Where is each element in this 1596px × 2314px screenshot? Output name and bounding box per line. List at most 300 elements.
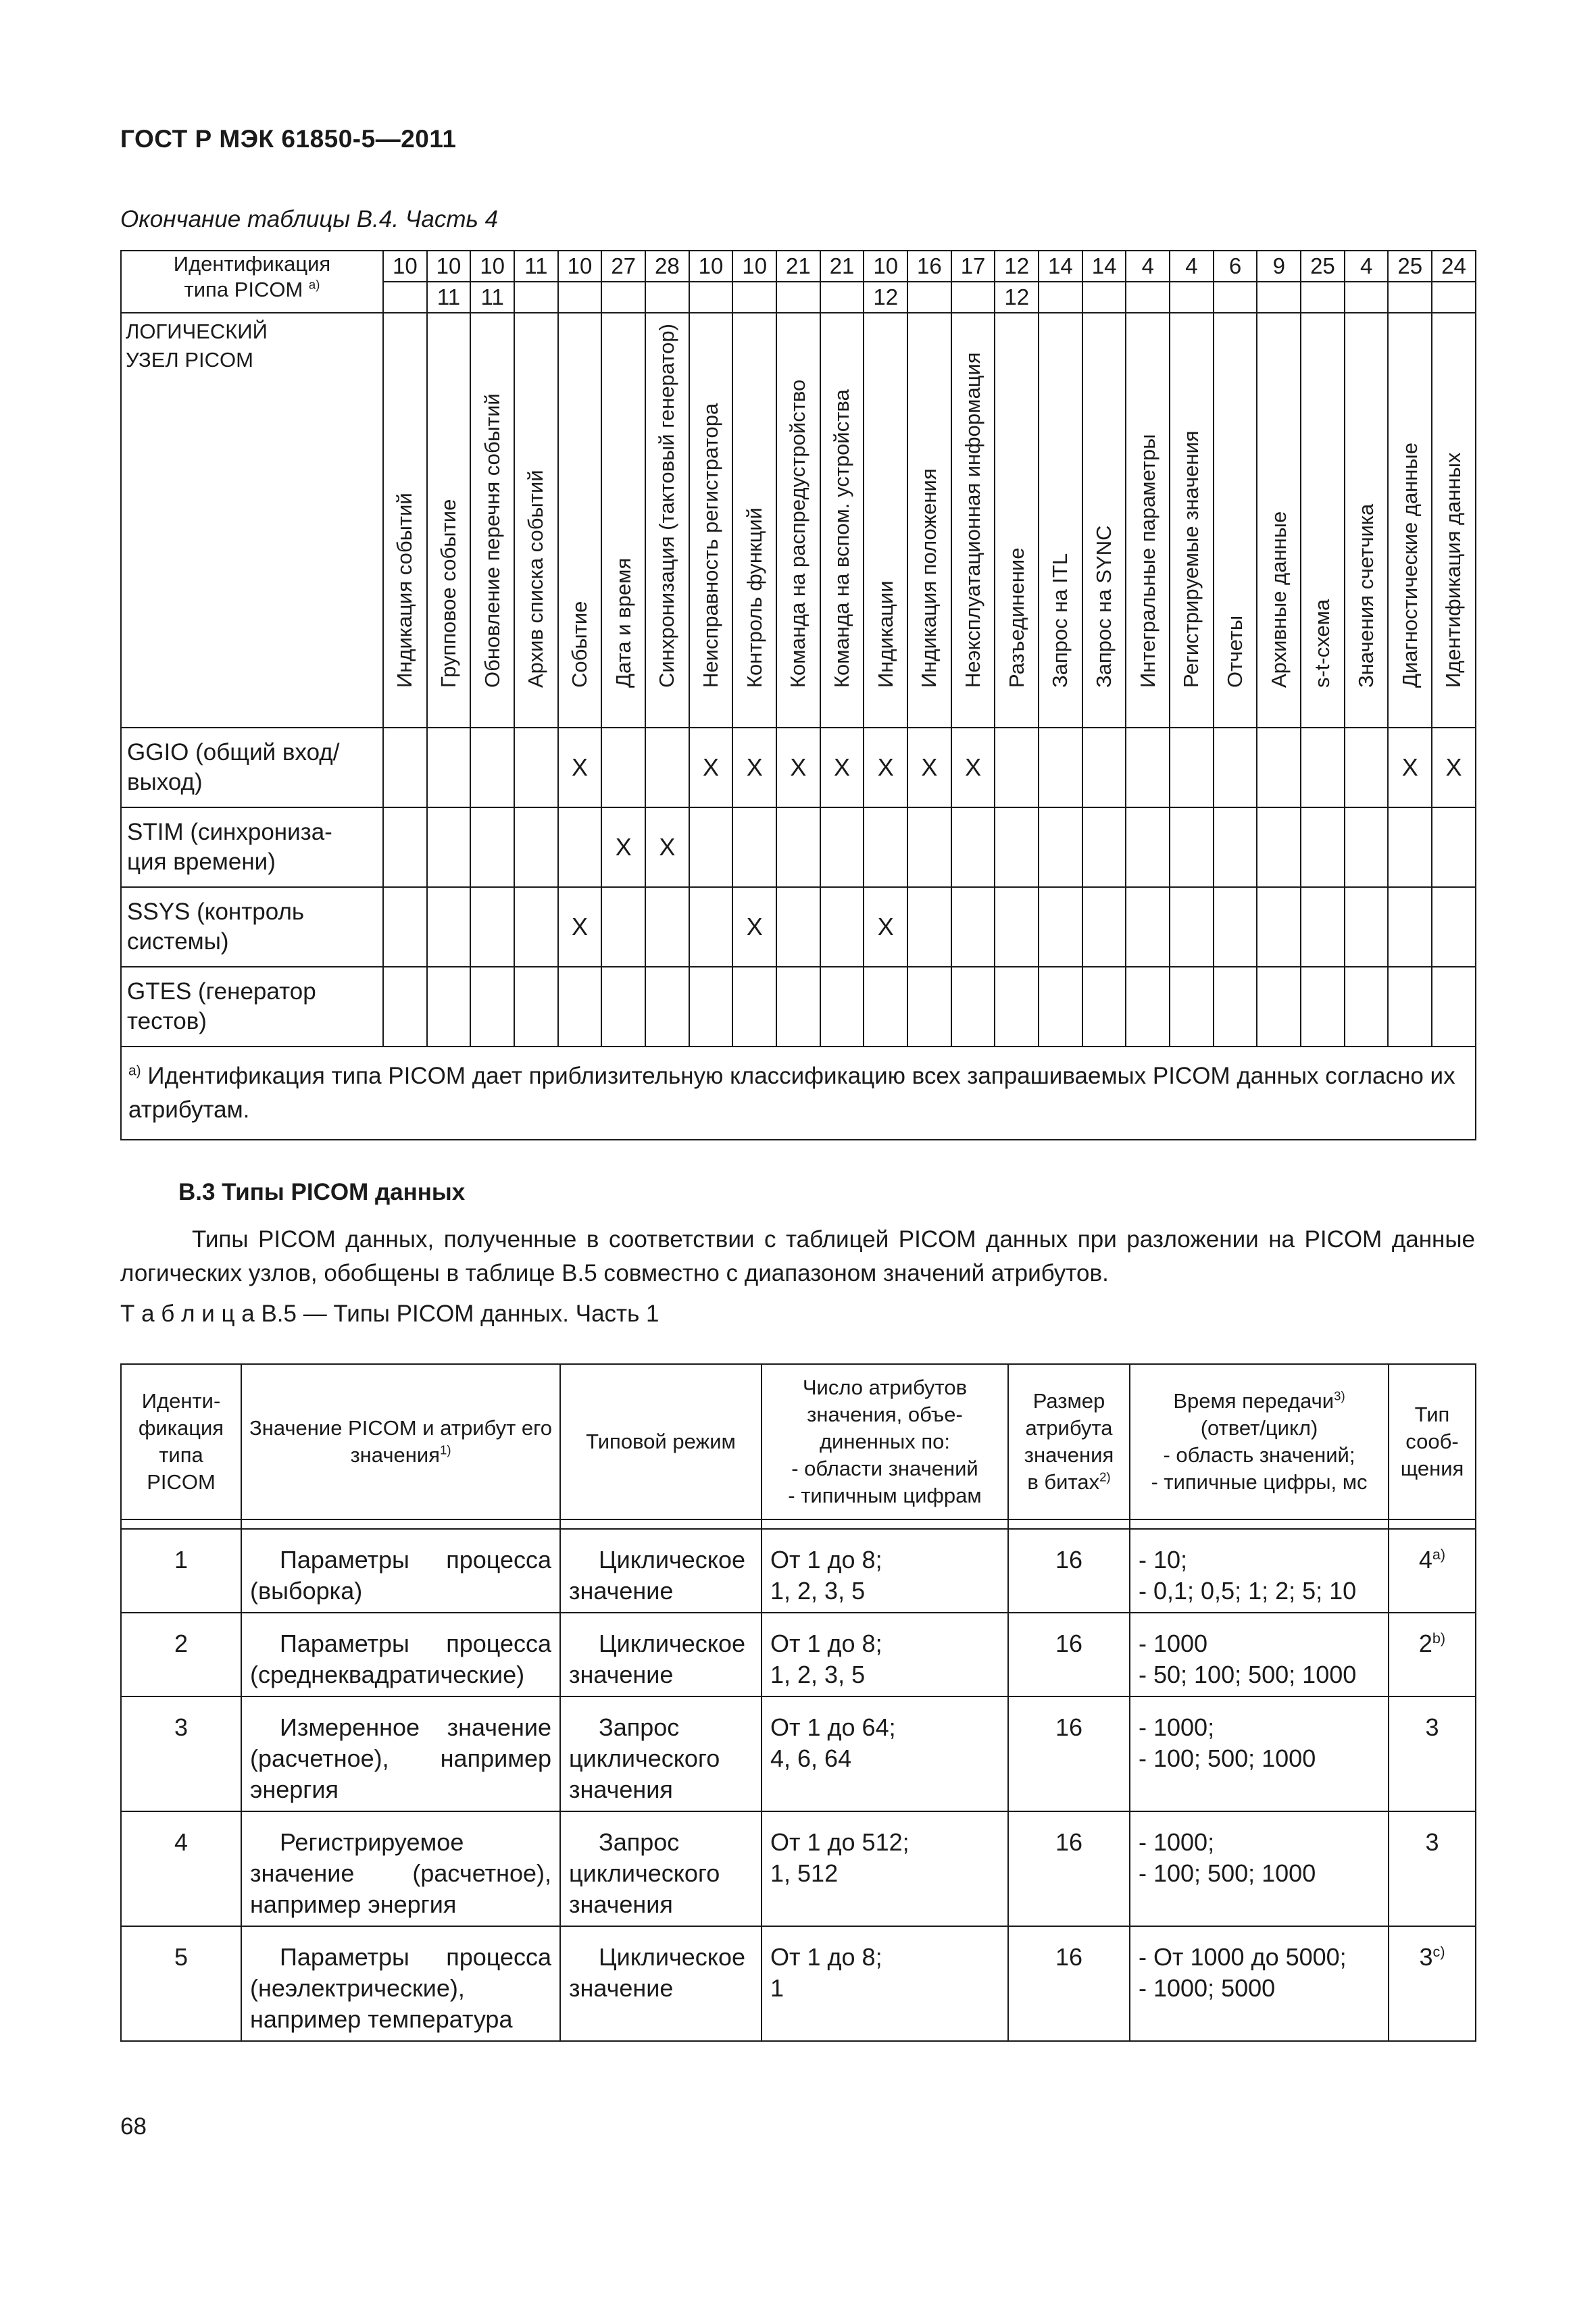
type-subcode-cell — [820, 282, 864, 313]
header-id-line: Иденти- — [141, 1389, 221, 1413]
document-header: ГОСТ Р МЭК 61850-5—2011 — [120, 125, 457, 153]
type-code-cell: 6 — [1214, 251, 1257, 282]
footnote-text: Идентификация типа PICOM дает приблизительную классификацию всех запрашиваемых PICOM данных согласно их атрибутам. — [128, 1063, 1455, 1123]
type-code-cell: 10 — [864, 251, 907, 282]
node-name-line1: SSYS (контроль — [127, 899, 305, 925]
count-line: 4, 6, 64 — [770, 1744, 852, 1772]
mark-cell — [1301, 967, 1345, 1047]
header-time-line: (ответ/цикл) — [1200, 1416, 1318, 1440]
id-label-line1: Идентификация — [173, 252, 331, 276]
mark-cell — [951, 967, 995, 1047]
mark-cell — [1170, 807, 1214, 887]
count-cell — [762, 1696, 1008, 1811]
header-meaning-text: Значение PICOM и атрибут его значения — [249, 1416, 553, 1467]
count-line: От 1 до 8; — [770, 1630, 882, 1657]
type-subcode-cell — [1432, 282, 1476, 313]
column-header-text: s-t-схема — [1310, 599, 1335, 688]
size-cell: 16 — [1008, 1696, 1130, 1811]
mark-cell — [1345, 807, 1389, 887]
time-cell — [1130, 1926, 1389, 2041]
header-count-line: - типичным цифрам — [788, 1484, 982, 1507]
mark-cell — [1301, 728, 1345, 807]
mark-cell: X — [1388, 728, 1432, 807]
header-id-line: PICOM — [147, 1470, 216, 1494]
mark-cell — [776, 967, 820, 1047]
mark-cell: X — [907, 728, 951, 807]
type-subcode-cell — [1214, 282, 1257, 313]
table-b4-part4 — [120, 250, 1476, 1140]
count-line: От 1 до 512; — [770, 1828, 909, 1856]
mode-cell: Циклическое значение — [560, 1926, 762, 2041]
msg-type-value: 3 — [1425, 1713, 1439, 1741]
type-code-cell: 9 — [1257, 251, 1301, 282]
type-code-cell: 21 — [776, 251, 820, 282]
msg-type-sup: b) — [1432, 1630, 1446, 1646]
type-code-cell: 4 — [1126, 251, 1170, 282]
header-id — [121, 1364, 241, 1519]
size-cell: 16 — [1008, 1811, 1130, 1926]
type-code-cell: 12 — [995, 251, 1039, 282]
type-code-cell: 10 — [470, 251, 514, 282]
table4-footnote — [121, 1047, 1476, 1140]
table-row — [121, 1926, 1476, 2041]
type-subcode-cell — [1170, 282, 1214, 313]
column-header — [995, 313, 1039, 728]
size-cell: 16 — [1008, 1529, 1130, 1613]
header-count-line: Число атрибутов — [802, 1376, 968, 1399]
mark-cell — [1039, 887, 1082, 967]
mark-cell — [689, 967, 733, 1047]
type-code-cell: 17 — [951, 251, 995, 282]
mark-cell — [732, 967, 776, 1047]
picom-id-cell: 5 — [121, 1926, 241, 2041]
mark-cell — [1345, 887, 1389, 967]
header-count-line: значения, объе- — [807, 1403, 963, 1426]
type-subcode-cell: 11 — [470, 282, 514, 313]
header-time-sup: 3) — [1334, 1388, 1345, 1403]
mark-cell — [907, 887, 951, 967]
column-header — [1082, 313, 1126, 728]
mark-cell — [470, 887, 514, 967]
mode-cell: Циклическое значение — [560, 1529, 762, 1613]
mark-cell — [645, 887, 689, 967]
msg-type-value: 4 — [1418, 1546, 1432, 1574]
header-msg-line: щения — [1400, 1457, 1464, 1480]
column-header — [1257, 313, 1301, 728]
mark-cell: X — [558, 728, 602, 807]
mark-cell — [820, 887, 864, 967]
section-paragraph: Типы PICOM данных, полученные в соответствии с таблицей PICOM данных при разложении на PICOM данные логических узлов, обобщены в таблице В.5 совместно с диапазоном значений атрибутов. — [120, 1226, 1475, 1286]
type-subcode-cell — [1039, 282, 1082, 313]
mark-cell — [383, 728, 427, 807]
mark-cell — [514, 728, 558, 807]
type-code-cell: 4 — [1345, 251, 1389, 282]
mark-cell — [1126, 728, 1170, 807]
type-subcode-cell — [1388, 282, 1432, 313]
id-label-sup: а) — [308, 277, 320, 292]
msg-type-cell — [1389, 1529, 1476, 1613]
mark-cell — [645, 967, 689, 1047]
header-size-line: значения — [1024, 1443, 1114, 1467]
column-header-text: Запрос на SYNC — [1092, 525, 1116, 688]
column-header — [1388, 313, 1432, 728]
time-line: - 0,1; 0,5; 1; 2; 5; 10 — [1139, 1577, 1357, 1605]
column-header — [1170, 313, 1214, 728]
mark-cell: X — [1432, 728, 1476, 807]
mark-cell — [1126, 807, 1170, 887]
mark-cell: X — [732, 728, 776, 807]
mark-cell — [776, 807, 820, 887]
mark-cell — [864, 967, 907, 1047]
header-size-line: Размер — [1032, 1389, 1105, 1413]
mark-cell: X — [558, 887, 602, 967]
header-time-line1 — [1134, 1388, 1384, 1415]
logical-node-name — [121, 967, 383, 1047]
type-code-cell: 25 — [1301, 251, 1345, 282]
mark-cell — [907, 807, 951, 887]
column-header-text: Групповое событие — [437, 499, 460, 688]
count-cell — [762, 1529, 1008, 1613]
type-subcode-cell — [689, 282, 733, 313]
time-line: - 1000; — [1139, 1828, 1215, 1856]
table-b5-part1 — [120, 1363, 1476, 2042]
mark-cell — [383, 807, 427, 887]
meaning-cell: Параметры процесса (неэлектрические), например температура — [241, 1926, 560, 2041]
mark-cell — [383, 887, 427, 967]
type-code-cell: 4 — [1170, 251, 1214, 282]
header-mode: Типовой режим — [560, 1364, 762, 1519]
mark-cell — [427, 807, 471, 887]
msg-type-cell — [1389, 1811, 1476, 1926]
time-cell — [1130, 1613, 1389, 1696]
mark-cell — [514, 967, 558, 1047]
picom-id-cell: 3 — [121, 1696, 241, 1811]
node-name-line2: системы) — [127, 928, 229, 955]
type-subcode-cell — [1345, 282, 1389, 313]
column-header — [820, 313, 864, 728]
column-header — [1039, 313, 1082, 728]
type-subcode-cell — [558, 282, 602, 313]
column-header — [1345, 313, 1389, 728]
count-line: От 1 до 8; — [770, 1546, 882, 1574]
table-row — [121, 967, 1476, 1047]
type-code-cell: 10 — [558, 251, 602, 282]
column-header-text: Неэксплуатационная информация — [961, 352, 985, 688]
header-meaning-sup: 1) — [439, 1442, 451, 1457]
mark-cell — [1257, 807, 1301, 887]
page-number: 68 — [120, 2113, 147, 2140]
mark-cell — [1126, 967, 1170, 1047]
spacer-cell — [1008, 1519, 1130, 1529]
column-header — [427, 313, 471, 728]
mark-cell — [601, 728, 645, 807]
mark-cell — [1257, 967, 1301, 1047]
time-cell — [1130, 1696, 1389, 1811]
time-line: - От 1000 до 5000; — [1139, 1943, 1347, 1971]
column-header — [383, 313, 427, 728]
mark-cell — [1301, 887, 1345, 967]
mark-cell — [514, 887, 558, 967]
type-code-cell: 28 — [645, 251, 689, 282]
msg-type-value: 2 — [1418, 1630, 1432, 1657]
mark-cell — [1214, 887, 1257, 967]
logical-node-name — [121, 728, 383, 807]
spacer-cell — [241, 1519, 560, 1529]
count-line: 1, 2, 3, 5 — [770, 1661, 866, 1688]
mark-cell — [514, 807, 558, 887]
mark-cell — [1126, 887, 1170, 967]
column-header — [1432, 313, 1476, 728]
table-row — [121, 1613, 1476, 1696]
mark-cell — [645, 728, 689, 807]
column-header — [1214, 313, 1257, 728]
type-subcode-cell — [732, 282, 776, 313]
header-time-line: - область значений; — [1163, 1443, 1355, 1467]
table-row — [121, 887, 1476, 967]
mark-cell — [427, 728, 471, 807]
mark-cell — [1039, 807, 1082, 887]
column-header-text: Запрос на ITL — [1048, 553, 1072, 688]
type-code-cell: 10 — [732, 251, 776, 282]
msg-type-sup: с) — [1432, 1943, 1445, 1960]
mark-cell: X — [864, 887, 907, 967]
mark-cell — [470, 807, 514, 887]
picom-id-cell: 2 — [121, 1613, 241, 1696]
count-cell — [762, 1811, 1008, 1926]
mark-cell — [1345, 967, 1389, 1047]
header-meaning — [241, 1364, 560, 1519]
type-subcode-cell — [601, 282, 645, 313]
mode-cell: Запрос циклического значения — [560, 1696, 762, 1811]
mode-cell: Запрос циклического значения — [560, 1811, 762, 1926]
mark-cell — [601, 887, 645, 967]
msg-type-value: 3 — [1425, 1828, 1439, 1856]
mark-cell — [1345, 728, 1389, 807]
column-header — [776, 313, 820, 728]
mark-cell — [689, 887, 733, 967]
table-row — [121, 728, 1476, 807]
header-msg-line: сооб- — [1405, 1430, 1459, 1453]
mark-cell — [1432, 807, 1476, 887]
msg-type-cell — [1389, 1613, 1476, 1696]
mark-cell — [820, 967, 864, 1047]
mark-cell — [1388, 967, 1432, 1047]
mark-cell — [1214, 728, 1257, 807]
type-code-cell: 16 — [907, 251, 951, 282]
column-header-text: Событие — [568, 601, 592, 688]
time-cell — [1130, 1529, 1389, 1613]
node-name-line2: выход) — [127, 769, 203, 795]
column-header — [951, 313, 995, 728]
table-row — [121, 1529, 1476, 1613]
count-cell — [762, 1926, 1008, 2041]
type-subcode-cell — [907, 282, 951, 313]
mark-cell — [383, 967, 427, 1047]
logical-node-header — [121, 313, 383, 728]
mark-cell — [995, 728, 1039, 807]
mark-cell — [995, 807, 1039, 887]
logical-node-name — [121, 887, 383, 967]
mark-cell — [427, 967, 471, 1047]
mark-cell — [776, 887, 820, 967]
mark-cell: X — [732, 887, 776, 967]
type-subcode-cell — [776, 282, 820, 313]
header-id-line: типа — [159, 1443, 203, 1467]
column-header-text: Значения счетчика — [1354, 503, 1378, 688]
type-subcode-cell — [645, 282, 689, 313]
mark-cell — [1039, 967, 1082, 1047]
mark-cell — [1257, 887, 1301, 967]
mark-cell — [1301, 807, 1345, 887]
column-header-text: Контроль функций — [742, 507, 766, 688]
mark-cell — [1170, 728, 1214, 807]
mark-cell — [1388, 807, 1432, 887]
header-time-text: Время передачи — [1173, 1389, 1335, 1413]
column-header-text: Индикация положения — [917, 468, 941, 688]
type-subcode-cell — [951, 282, 995, 313]
count-line: 1, 512 — [770, 1859, 839, 1887]
meaning-cell: Параметры процесса (выборка) — [241, 1529, 560, 1613]
column-header — [1126, 313, 1170, 728]
mark-cell — [995, 967, 1039, 1047]
node-name-line1: GGIO (общий вход/ — [127, 739, 340, 765]
header-msg — [1389, 1364, 1476, 1519]
mark-cell — [1432, 887, 1476, 967]
mark-cell — [1170, 887, 1214, 967]
mark-cell: X — [776, 728, 820, 807]
table-row — [121, 1811, 1476, 1926]
spacer-cell — [762, 1519, 1008, 1529]
column-header — [1301, 313, 1345, 728]
column-header — [558, 313, 602, 728]
node-name-line2: ция времени) — [127, 849, 276, 875]
size-cell: 16 — [1008, 1613, 1130, 1696]
footnote-sup: а) — [128, 1063, 141, 1079]
count-line: 1 — [770, 1974, 784, 2002]
column-header-text: Команда на распредустройство — [786, 379, 810, 688]
type-code-cell: 14 — [1039, 251, 1082, 282]
column-header — [645, 313, 689, 728]
column-header-text: Неисправность регистратора — [699, 403, 723, 688]
column-header-text: Команда на вспом. устройства — [830, 389, 854, 688]
mark-cell — [1257, 728, 1301, 807]
time-line: - 1000 — [1139, 1630, 1208, 1657]
type-subcode-cell — [1082, 282, 1126, 313]
column-header — [689, 313, 733, 728]
type-subcode-cell — [1257, 282, 1301, 313]
table5-caption: Т а б л и ц а В.5 — Типы PICOM данных. Часть 1 — [120, 1301, 659, 1327]
mark-cell: X — [951, 728, 995, 807]
type-code-cell: 24 — [1432, 251, 1476, 282]
msg-type-cell — [1389, 1696, 1476, 1811]
picom-type-id-label — [121, 251, 383, 313]
mark-cell — [558, 807, 602, 887]
meaning-cell: Регистрируемое значение (расчетное), например энергия — [241, 1811, 560, 1926]
mark-cell — [470, 728, 514, 807]
mark-cell — [995, 887, 1039, 967]
count-line: От 1 до 64; — [770, 1713, 896, 1741]
column-header — [514, 313, 558, 728]
logical-node-name — [121, 807, 383, 887]
count-line: 1, 2, 3, 5 — [770, 1577, 866, 1605]
time-line: - 50; 100; 500; 1000 — [1139, 1661, 1357, 1688]
mark-cell: X — [645, 807, 689, 887]
column-header-text: Архивные данные — [1266, 511, 1291, 688]
mode-cell: Циклическое значение — [560, 1613, 762, 1696]
count-line: От 1 до 8; — [770, 1943, 882, 1971]
node-name-line1: GTES (генератор — [127, 978, 316, 1005]
mark-cell — [1039, 728, 1082, 807]
msg-type-value: 3 — [1419, 1943, 1433, 1971]
mark-cell — [732, 807, 776, 887]
meaning-cell: Параметры процесса (среднеквадратические) — [241, 1613, 560, 1696]
msg-type-sup: а) — [1432, 1546, 1446, 1563]
type-subcode-cell — [514, 282, 558, 313]
header-count — [762, 1364, 1008, 1519]
column-header-text: Интегральные параметры — [1135, 434, 1159, 688]
header-count-line: диненных по: — [819, 1430, 951, 1453]
type-subcode-cell — [1126, 282, 1170, 313]
mark-cell — [1388, 887, 1432, 967]
node-header-line1: ЛОГИЧЕСКИЙ — [126, 320, 268, 343]
time-line: - 1000; 5000 — [1139, 1974, 1276, 2002]
mark-cell — [470, 967, 514, 1047]
mark-cell — [951, 807, 995, 887]
mark-cell — [601, 967, 645, 1047]
column-header-text: Обновление перечня событий — [480, 393, 504, 688]
node-name-line2: тестов) — [127, 1008, 207, 1034]
table4-caption: Окончание таблицы В.4. Часть 4 — [120, 206, 499, 232]
type-code-cell: 14 — [1082, 251, 1126, 282]
column-header — [907, 313, 951, 728]
type-subcode-cell: 12 — [864, 282, 907, 313]
header-count-line: - области значений — [791, 1457, 978, 1480]
column-header-text: Индикация событий — [393, 493, 417, 688]
column-header-text: Синхронизация (тактовый генератор) — [655, 324, 679, 688]
spacer-cell — [121, 1519, 241, 1529]
mark-cell — [1082, 967, 1126, 1047]
mark-cell — [907, 967, 951, 1047]
id-label-text: типа PICOM — [184, 278, 303, 301]
header-size-line: атрибута — [1025, 1416, 1113, 1440]
time-line: - 10; — [1139, 1546, 1188, 1574]
column-header-text: Разъединение — [1004, 547, 1028, 688]
mark-cell — [1170, 967, 1214, 1047]
time-line: - 100; 500; 1000 — [1139, 1859, 1316, 1887]
column-header-text: Отчеты — [1223, 615, 1247, 688]
mark-cell — [951, 887, 995, 967]
column-header-text: Дата и время — [611, 557, 635, 688]
type-code-cell: 10 — [689, 251, 733, 282]
type-subcode-cell — [383, 282, 427, 313]
column-header — [470, 313, 514, 728]
column-header-text: Диагностические данные — [1397, 443, 1422, 688]
count-cell — [762, 1613, 1008, 1696]
header-id-line: фикация — [138, 1416, 224, 1440]
column-header-text: Архив списка событий — [524, 470, 548, 688]
spacer-cell — [1389, 1519, 1476, 1529]
mark-cell — [1082, 728, 1126, 807]
column-header — [864, 313, 907, 728]
mark-cell — [820, 807, 864, 887]
type-subcode-cell: 11 — [427, 282, 471, 313]
column-header-text: Идентификация данных — [1441, 452, 1466, 688]
type-code-cell: 25 — [1388, 251, 1432, 282]
type-code-cell: 10 — [383, 251, 427, 282]
column-header-text: Регистрируемые значения — [1179, 430, 1203, 688]
id-label-line2 — [122, 277, 382, 303]
spacer-cell — [1130, 1519, 1389, 1529]
